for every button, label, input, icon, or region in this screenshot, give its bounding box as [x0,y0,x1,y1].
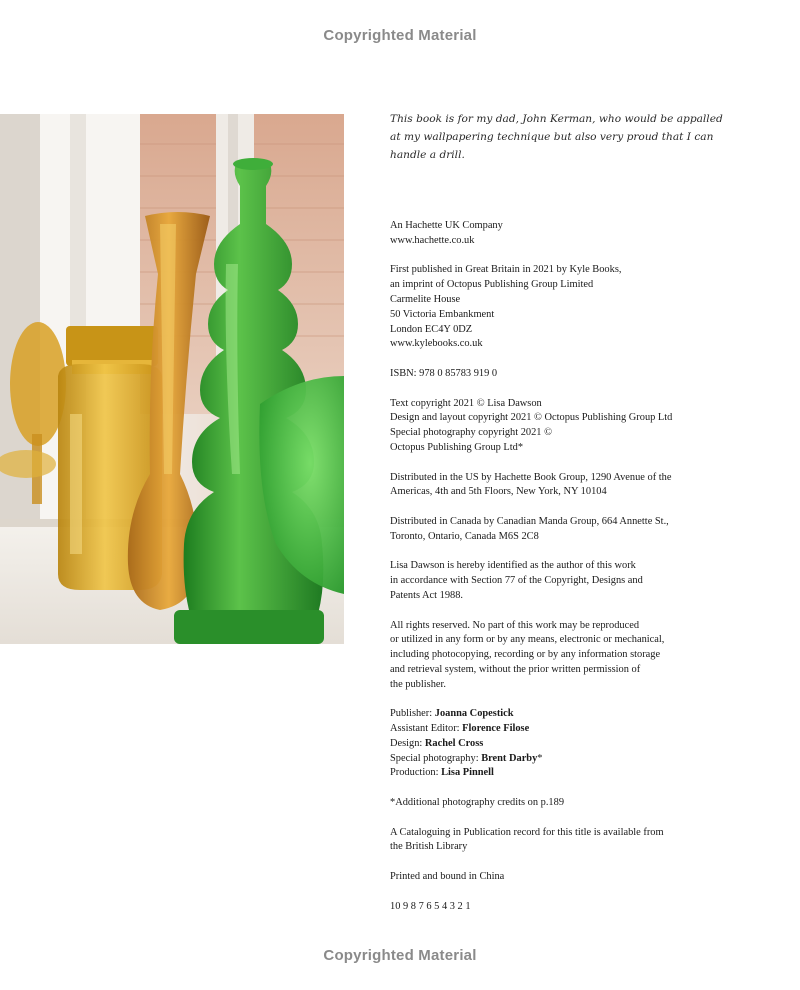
author-rights-line: in accordance with Section 77 of the Copyright, Designs and [390,575,643,587]
dedication-line: This book is for my dad, John Kerman, who would be appalled [390,113,723,125]
first-published-line: an imprint of Octopus Publishing Group Limited [390,279,594,291]
all-rights-line: the publisher. [390,678,446,690]
credit-special-photography [390,752,730,767]
copyright-line: Design and layout copyright 2021 © Octopus Publishing Group Ltd [390,412,673,424]
copyright-line: Text copyright 2021 © Lisa Dawson [390,397,542,409]
credit-design [390,737,730,752]
distribution-line: Distributed in Canada by Canadian Manda Group, 664 Annette St., [390,515,669,527]
copyright-line: Special photography copyright 2021 © [390,427,552,439]
distribution-line: Toronto, Ontario, Canada M6S 2C8 [390,530,539,542]
credit-role: Design: [390,737,425,749]
additional-credits-line: *Additional photography credits on p.189 [390,797,565,809]
distribution-line: Americas, 4th and 5th Floors, New York, NY 10104 [390,486,607,498]
address-line: London EC4Y 0DZ [390,323,473,335]
credit-name: Florence Filose [462,723,530,735]
imprint-block [390,219,730,929]
credit-name: Joanna Copestick [434,708,514,720]
kyle-books-url: www.kylebooks.co.uk [390,338,483,350]
dedication-line: at my wallpapering technique but also very proud that I can [390,131,714,143]
credit-name: Lisa Pinnell [441,767,494,779]
print-number-line: 10 9 8 7 6 5 4 3 2 1 [390,900,471,912]
all-rights-block [390,619,730,693]
first-published-block [390,263,730,352]
company-name: An Hachette UK Company [390,220,503,231]
credits-block [390,707,730,781]
company-url: www.hachette.co.uk [390,234,475,246]
cataloguing-line: the British Library [390,841,468,853]
credit-asterisk: * [537,752,543,764]
address-line: 50 Victoria Embankment [390,308,495,320]
copyright-watermark-bottom: Copyrighted Material [323,947,477,964]
credit-name: Brent Darby [481,752,538,764]
credit-role: Publisher: [390,708,435,720]
glass-vases-photo [0,114,344,644]
credit-role: Assistant Editor: [390,723,463,735]
dedication-block [390,110,723,164]
credit-assistant-editor [390,722,730,737]
all-rights-line: including photocopying, recording or by any information storage [390,649,661,661]
copyright-watermark-top: Copyrighted Material [323,27,477,44]
credit-publisher [390,707,730,722]
distributed-canada-block [390,515,730,545]
author-rights-line: Lisa Dawson is hereby identified as the author of this work [390,560,636,572]
all-rights-line: All rights reserved. No part of this work may be reproduced [390,619,640,631]
author-rights-block [390,559,730,603]
distribution-line: Distributed in the US by Hachette Book Group, 1290 Avenue of the [390,471,672,483]
distributed-us-block [390,471,730,501]
credit-name: Rachel Cross [424,737,484,749]
copyright-block [390,397,730,456]
dedication-text [390,110,723,164]
credit-production [390,766,730,781]
dedication-line: handle a drill. [390,149,465,161]
all-rights-line: and retrieval system, without the prior written permission of [390,663,641,675]
all-rights-line: or utilized in any form or by any means, electronic or mechanical, [390,634,665,646]
credit-role: Special photography: [390,752,482,764]
copyright-line: Octopus Publishing Group Ltd* [390,441,524,453]
isbn-line: ISBN: 978 0 85783 919 0 [390,367,498,379]
cataloguing-line: A Cataloguing in Publication record for this title is available from [390,826,664,838]
printed-line: Printed and bound in China [390,871,505,883]
isbn-block [390,367,730,382]
address-line: Carmelite House [390,293,461,305]
credit-role: Production: [390,767,442,779]
additional-credits-block [390,796,730,811]
publisher-company [390,219,730,249]
first-published-line: First published in Great Britain in 2021 by Kyle Books, [390,264,622,276]
author-rights-line: Patents Act 1988. [390,589,464,601]
printed-block [390,870,730,885]
cataloguing-block [390,826,730,856]
print-line-block [390,900,730,915]
